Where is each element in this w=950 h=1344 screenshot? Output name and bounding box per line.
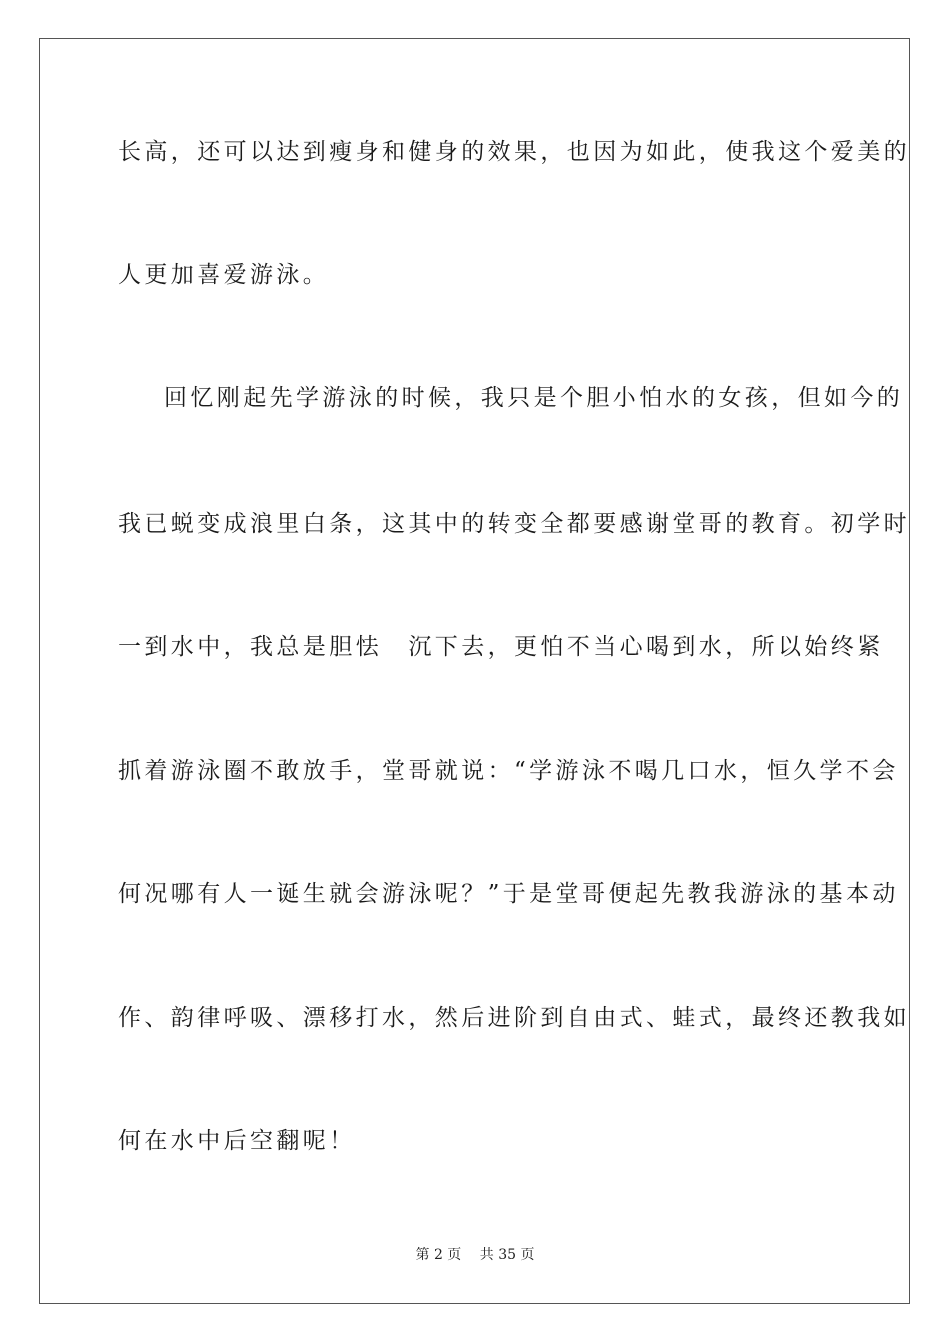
page-number-footer: 第 2 页 共 35 页 [415, 1247, 535, 1263]
paragraph-line: 我已蜕变成浪里白条，这其中的转变全都要感谢堂哥的教育。初学时 [118, 511, 910, 537]
paragraph-line: 作、韵律呼吸、漂移打水，然后进阶到自由式、蛙式，最终还教我如 [118, 1005, 910, 1031]
paragraph-line: 何在水中后空翻呢！ [118, 1128, 356, 1154]
paragraph-line: 何况哪有人一诞生就会游泳呢？”于是堂哥便起先教我游泳的基本动 [118, 881, 899, 907]
page-frame [39, 38, 910, 1304]
paragraph-line: 一到水中，我总是胆怯 沉下去，更怕不当心喝到水，所以始终紧 [118, 634, 884, 660]
paragraph-line: 人更加喜爱游泳。 [118, 262, 330, 288]
paragraph-line: 抓着游泳圈不敢放手，堂哥就说：“学游泳不喝几口水，恒久学不会 [118, 758, 899, 784]
paragraph-line: 回忆刚起先学游泳的时候，我只是个胆小怕水的女孩，但如今的 [164, 385, 904, 411]
paragraph-line: 长高，还可以达到瘦身和健身的效果，也因为如此，使我这个爱美的 [118, 139, 910, 165]
